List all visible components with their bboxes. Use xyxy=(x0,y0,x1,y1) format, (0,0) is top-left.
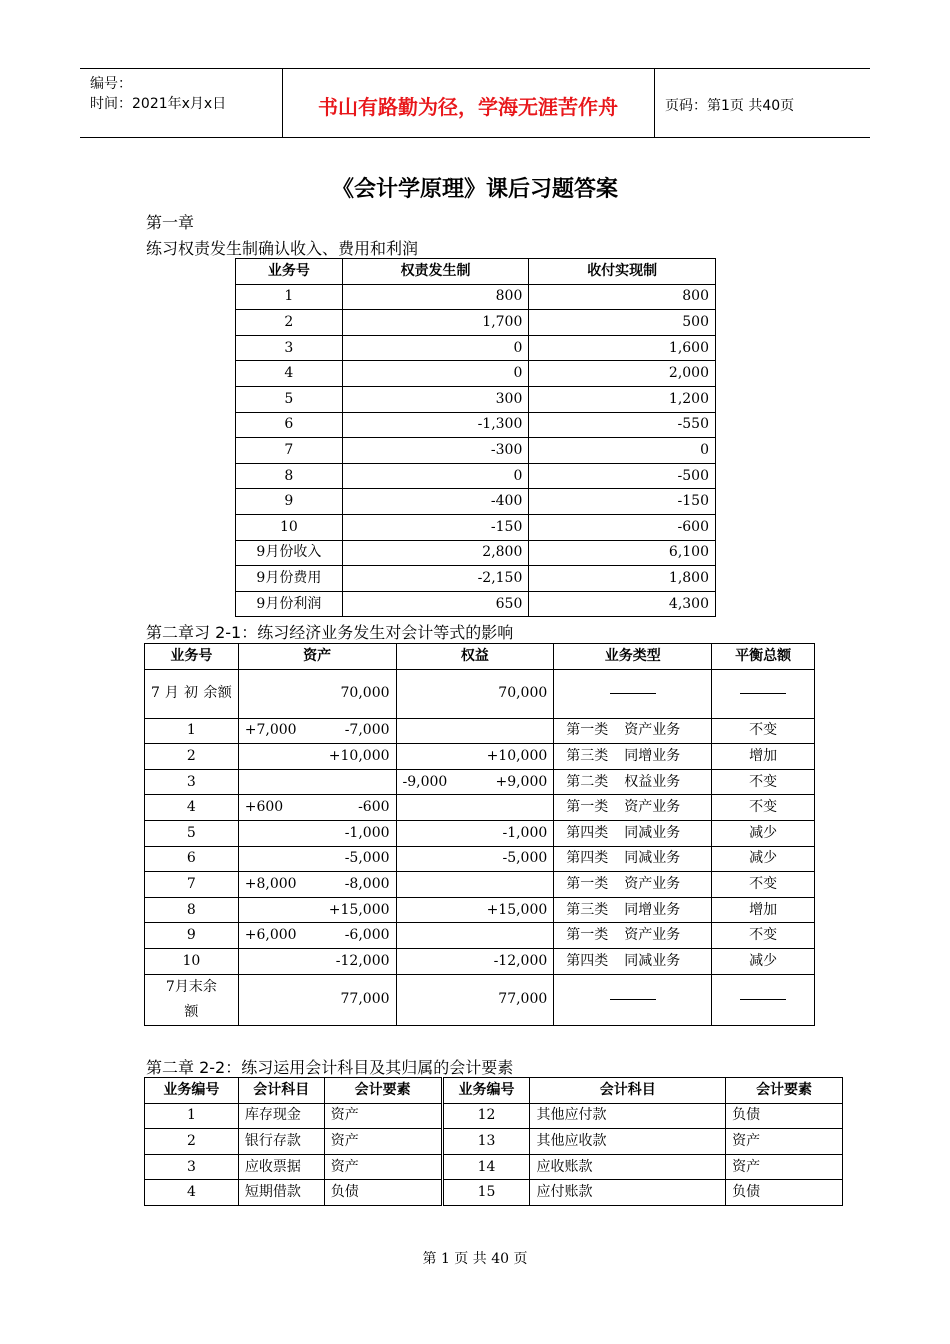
balance-total: 减少 xyxy=(712,846,815,872)
business-number: 6 xyxy=(236,412,343,438)
asset-cell xyxy=(238,923,396,949)
business-type: 资产业务 xyxy=(624,722,681,739)
cash-value: 6,100 xyxy=(529,540,716,566)
table-row xyxy=(145,1154,843,1180)
table-row xyxy=(236,540,716,566)
business-number: 9月份利润 xyxy=(236,591,343,617)
business-type-cell xyxy=(554,744,712,770)
balance-total: 不变 xyxy=(712,872,815,898)
business-class: 第四类 xyxy=(566,850,609,867)
business-number: 4 xyxy=(236,361,343,387)
business-number: 3 xyxy=(145,769,239,795)
equity-change: -5,000 xyxy=(502,850,548,867)
document-title: 《会计学原理》课后习题答案 xyxy=(331,177,618,202)
business-number: 14 xyxy=(442,1154,530,1180)
column-header: 业务类型 xyxy=(554,644,712,670)
business-number: 13 xyxy=(442,1129,530,1155)
asset-cell xyxy=(238,769,396,795)
account-element: 资产 xyxy=(324,1129,442,1155)
account-title: 其他应收款 xyxy=(530,1129,726,1155)
business-type-cell xyxy=(554,846,712,872)
asset-cell xyxy=(238,897,396,923)
business-number: 2 xyxy=(236,310,343,336)
table-row xyxy=(236,489,716,515)
column-header: 业务号 xyxy=(145,644,239,670)
table-header-row xyxy=(145,644,815,670)
table-row xyxy=(145,820,815,846)
business-type-cell xyxy=(554,795,712,821)
business-type-cell xyxy=(554,923,712,949)
business-class: 第一类 xyxy=(566,799,609,816)
equity-change: +15,000 xyxy=(486,901,548,918)
asset-cell xyxy=(238,795,396,821)
asset-change: -8,000 xyxy=(344,875,390,892)
cash-value: 2,000 xyxy=(529,361,716,387)
asset-values xyxy=(245,953,390,970)
account-element: 资产 xyxy=(726,1154,843,1180)
balance-total: 不变 xyxy=(712,718,815,744)
business-type: 同增业务 xyxy=(624,901,681,918)
asset-values xyxy=(245,799,390,816)
business-number: 4 xyxy=(145,1180,239,1206)
business-type: 资产业务 xyxy=(624,875,681,892)
asset-cell xyxy=(238,846,396,872)
table-row xyxy=(145,1103,843,1129)
business-number: 8 xyxy=(236,463,343,489)
asset-increase: +6,000 xyxy=(244,927,297,944)
accrual-value: -400 xyxy=(342,489,529,515)
business-type: 同减业务 xyxy=(624,952,681,969)
accrual-value: 0 xyxy=(342,361,529,387)
business-number: 5 xyxy=(145,820,239,846)
table-row xyxy=(145,1180,843,1206)
accounting-equation-table xyxy=(144,643,815,1026)
column-header: 会计科目 xyxy=(530,1078,726,1104)
account-title: 库存现金 xyxy=(238,1103,324,1129)
asset-change: -5,000 xyxy=(344,850,390,867)
accrual-value: 1,700 xyxy=(342,310,529,336)
closing-label: 7月末余额 xyxy=(145,974,239,1025)
table-row xyxy=(145,795,815,821)
cash-value: 1,200 xyxy=(529,386,716,412)
asset-cell xyxy=(238,744,396,770)
opening-balance-row xyxy=(145,669,815,718)
business-class: 第三类 xyxy=(566,747,609,764)
equity-values xyxy=(403,748,548,765)
account-element: 资产 xyxy=(726,1129,843,1155)
header-page-cell xyxy=(655,69,870,137)
closing-equity: 77,000 xyxy=(396,974,554,1025)
asset-values xyxy=(245,825,390,842)
business-type: 同减业务 xyxy=(624,824,681,841)
balance-total: 不变 xyxy=(712,795,815,821)
equity-change: -12,000 xyxy=(493,952,548,969)
account-element: 资产 xyxy=(324,1103,442,1129)
accrual-value: 0 xyxy=(342,463,529,489)
business-type-cell xyxy=(554,897,712,923)
table-row xyxy=(236,310,716,336)
asset-change: +15,000 xyxy=(328,901,390,918)
business-number: 10 xyxy=(145,948,239,974)
column-header: 权益 xyxy=(396,644,554,670)
accrual-vs-cash-table xyxy=(235,258,716,617)
accrual-value: -150 xyxy=(342,514,529,540)
equity-values xyxy=(403,953,548,970)
account-element: 负债 xyxy=(726,1180,843,1206)
business-type: 资产业务 xyxy=(624,927,681,944)
account-title: 银行存款 xyxy=(238,1129,324,1155)
asset-values xyxy=(245,927,390,944)
business-type: 同减业务 xyxy=(624,850,681,867)
asset-cell xyxy=(238,718,396,744)
business-type: 资产业务 xyxy=(624,799,681,816)
table-row xyxy=(145,1129,843,1155)
table-row xyxy=(145,744,815,770)
cash-value: -150 xyxy=(529,489,716,515)
closing-balance-dash xyxy=(712,974,815,1025)
time-label: 时间：2021年x月x日 xyxy=(90,96,227,112)
balance-total: 增加 xyxy=(712,897,815,923)
asset-values xyxy=(245,850,390,867)
asset-values xyxy=(245,748,390,765)
column-header: 权责发生制 xyxy=(342,259,529,285)
account-title: 其他应付款 xyxy=(530,1103,726,1129)
business-number: 7 xyxy=(145,872,239,898)
equity-cell xyxy=(396,872,554,898)
header-meta xyxy=(80,69,283,137)
asset-change: -1,000 xyxy=(344,824,390,841)
column-header: 业务编号 xyxy=(442,1078,530,1104)
accrual-value: 0 xyxy=(342,335,529,361)
business-number: 2 xyxy=(145,744,239,770)
business-number: 12 xyxy=(442,1103,530,1129)
table-row xyxy=(236,514,716,540)
accrual-value: -2,150 xyxy=(342,566,529,592)
motto: 书山有路勤为径，学海无涯苦作舟 xyxy=(318,95,618,119)
column-header: 业务编号 xyxy=(145,1078,239,1104)
asset-cell xyxy=(238,948,396,974)
business-class: 第二类 xyxy=(566,773,609,790)
accrual-value: 2,800 xyxy=(342,540,529,566)
balance-total: 不变 xyxy=(712,769,815,795)
table-row xyxy=(236,386,716,412)
account-title: 应收票据 xyxy=(238,1154,324,1180)
accrual-value: 650 xyxy=(342,591,529,617)
balance-total: 减少 xyxy=(712,948,815,974)
equity-values xyxy=(403,902,548,919)
equity-change: +9,000 xyxy=(495,773,548,790)
account-title: 短期借款 xyxy=(238,1180,324,1206)
equity-cell xyxy=(396,769,554,795)
column-header: 会计要素 xyxy=(726,1078,843,1104)
asset-values xyxy=(245,876,390,893)
business-number: 3 xyxy=(145,1154,239,1180)
column-header: 会计科目 xyxy=(238,1078,324,1104)
opening-type-dash xyxy=(554,669,712,718)
cash-value: -550 xyxy=(529,412,716,438)
page-header xyxy=(80,68,870,138)
business-number: 9月份费用 xyxy=(236,566,343,592)
business-type-cell xyxy=(554,718,712,744)
equity-cell xyxy=(396,846,554,872)
asset-change: +10,000 xyxy=(328,747,390,764)
account-element: 负债 xyxy=(726,1103,843,1129)
table-row xyxy=(236,591,716,617)
table-row xyxy=(145,718,815,744)
cash-value: 500 xyxy=(529,310,716,336)
table-header-row xyxy=(236,259,716,285)
business-class: 第四类 xyxy=(566,824,609,841)
closing-type-dash xyxy=(554,974,712,1025)
business-number: 3 xyxy=(236,335,343,361)
account-element: 负债 xyxy=(324,1180,442,1206)
business-number: 6 xyxy=(145,846,239,872)
asset-increase: +7,000 xyxy=(244,722,297,739)
business-class: 第三类 xyxy=(566,901,609,918)
account-title: 应付账款 xyxy=(530,1180,726,1206)
business-type-cell xyxy=(554,769,712,795)
accrual-value: 300 xyxy=(342,386,529,412)
column-header: 平衡总额 xyxy=(712,644,815,670)
business-number: 1 xyxy=(145,1103,239,1129)
asset-change: -12,000 xyxy=(335,952,390,969)
business-class: 第一类 xyxy=(566,875,609,892)
asset-cell xyxy=(238,820,396,846)
table-row xyxy=(145,897,815,923)
business-class: 第一类 xyxy=(566,927,609,944)
equity-values xyxy=(403,825,548,842)
opening-label: 7 月 初 余额 xyxy=(145,669,239,718)
equity-cell xyxy=(396,948,554,974)
cash-value: 1,600 xyxy=(529,335,716,361)
business-type: 同增业务 xyxy=(624,747,681,764)
asset-change: -6,000 xyxy=(344,927,390,944)
cash-value: 800 xyxy=(529,284,716,310)
equity-change: -1,000 xyxy=(502,824,548,841)
asset-values xyxy=(245,902,390,919)
chapter1-heading: 第一章 xyxy=(146,213,195,232)
business-number: 5 xyxy=(236,386,343,412)
table-row xyxy=(236,361,716,387)
business-type-cell xyxy=(554,820,712,846)
account-title: 应收账款 xyxy=(530,1154,726,1180)
asset-change: -7,000 xyxy=(344,722,390,739)
table-row xyxy=(145,872,815,898)
business-type: 权益业务 xyxy=(624,773,681,790)
equity-values xyxy=(403,774,548,791)
business-type-cell xyxy=(554,872,712,898)
table-row xyxy=(236,335,716,361)
column-header: 资产 xyxy=(238,644,396,670)
number-label: 编号： xyxy=(90,76,132,92)
balance-total: 减少 xyxy=(712,820,815,846)
account-element: 资产 xyxy=(324,1154,442,1180)
opening-equity: 70,000 xyxy=(396,669,554,718)
balance-total: 不变 xyxy=(712,923,815,949)
closing-balance-row xyxy=(145,974,815,1025)
accrual-value: -1,300 xyxy=(342,412,529,438)
balance-total: 增加 xyxy=(712,744,815,770)
business-number: 9月份收入 xyxy=(236,540,343,566)
asset-values xyxy=(245,722,390,739)
chapter2-2-heading: 第二章 2-2：练习运用会计科目及其归属的会计要素 xyxy=(146,1058,514,1077)
page-footer: 第 1 页 共 40 页 xyxy=(422,1251,528,1267)
table-row xyxy=(145,769,815,795)
chapter1-subheading: 练习权责发生制确认收入、费用和利润 xyxy=(146,239,419,258)
business-type-cell xyxy=(554,948,712,974)
business-class: 第四类 xyxy=(566,952,609,969)
header-motto-cell xyxy=(282,69,655,137)
asset-increase: +600 xyxy=(244,799,284,816)
column-header: 收付实现制 xyxy=(529,259,716,285)
business-number: 1 xyxy=(236,284,343,310)
asset-change: -600 xyxy=(358,799,390,816)
business-number: 4 xyxy=(145,795,239,821)
business-number: 8 xyxy=(145,897,239,923)
equity-cell xyxy=(396,897,554,923)
table-row xyxy=(236,566,716,592)
table-row xyxy=(236,284,716,310)
business-class: 第一类 xyxy=(566,722,609,739)
business-number: 15 xyxy=(442,1180,530,1206)
accounts-elements-table xyxy=(144,1077,843,1206)
cash-value: 0 xyxy=(529,438,716,464)
equity-cell xyxy=(396,795,554,821)
business-number: 1 xyxy=(145,718,239,744)
equity-cell xyxy=(396,744,554,770)
business-number: 10 xyxy=(236,514,343,540)
business-number: 9 xyxy=(145,923,239,949)
equity-cell xyxy=(396,718,554,744)
table-row xyxy=(236,463,716,489)
business-number: 7 xyxy=(236,438,343,464)
cash-value: -600 xyxy=(529,514,716,540)
table-row xyxy=(145,923,815,949)
column-header: 会计要素 xyxy=(324,1078,442,1104)
table-row xyxy=(236,438,716,464)
column-header: 业务号 xyxy=(236,259,343,285)
cash-value: -500 xyxy=(529,463,716,489)
table-row xyxy=(236,412,716,438)
accrual-value: 800 xyxy=(342,284,529,310)
chapter2-1-heading: 第二章习 2-1：练习经济业务发生对会计等式的影响 xyxy=(146,623,514,642)
business-number: 9 xyxy=(236,489,343,515)
equity-cell xyxy=(396,820,554,846)
table-row xyxy=(145,948,815,974)
table-header-row xyxy=(145,1078,843,1104)
opening-balance-dash xyxy=(712,669,815,718)
cash-value: 1,800 xyxy=(529,566,716,592)
business-number: 2 xyxy=(145,1129,239,1155)
closing-asset: 77,000 xyxy=(238,974,396,1025)
asset-increase: +8,000 xyxy=(244,875,297,892)
equity-decrease: -9,000 xyxy=(402,773,448,790)
accrual-value: -300 xyxy=(342,438,529,464)
equity-change: +10,000 xyxy=(486,747,548,764)
equity-cell xyxy=(396,923,554,949)
opening-asset: 70,000 xyxy=(238,669,396,718)
asset-cell xyxy=(238,872,396,898)
cash-value: 4,300 xyxy=(529,591,716,617)
page-label: 页码：第1页 共40页 xyxy=(665,98,795,114)
equity-values xyxy=(403,850,548,867)
table-row xyxy=(145,846,815,872)
